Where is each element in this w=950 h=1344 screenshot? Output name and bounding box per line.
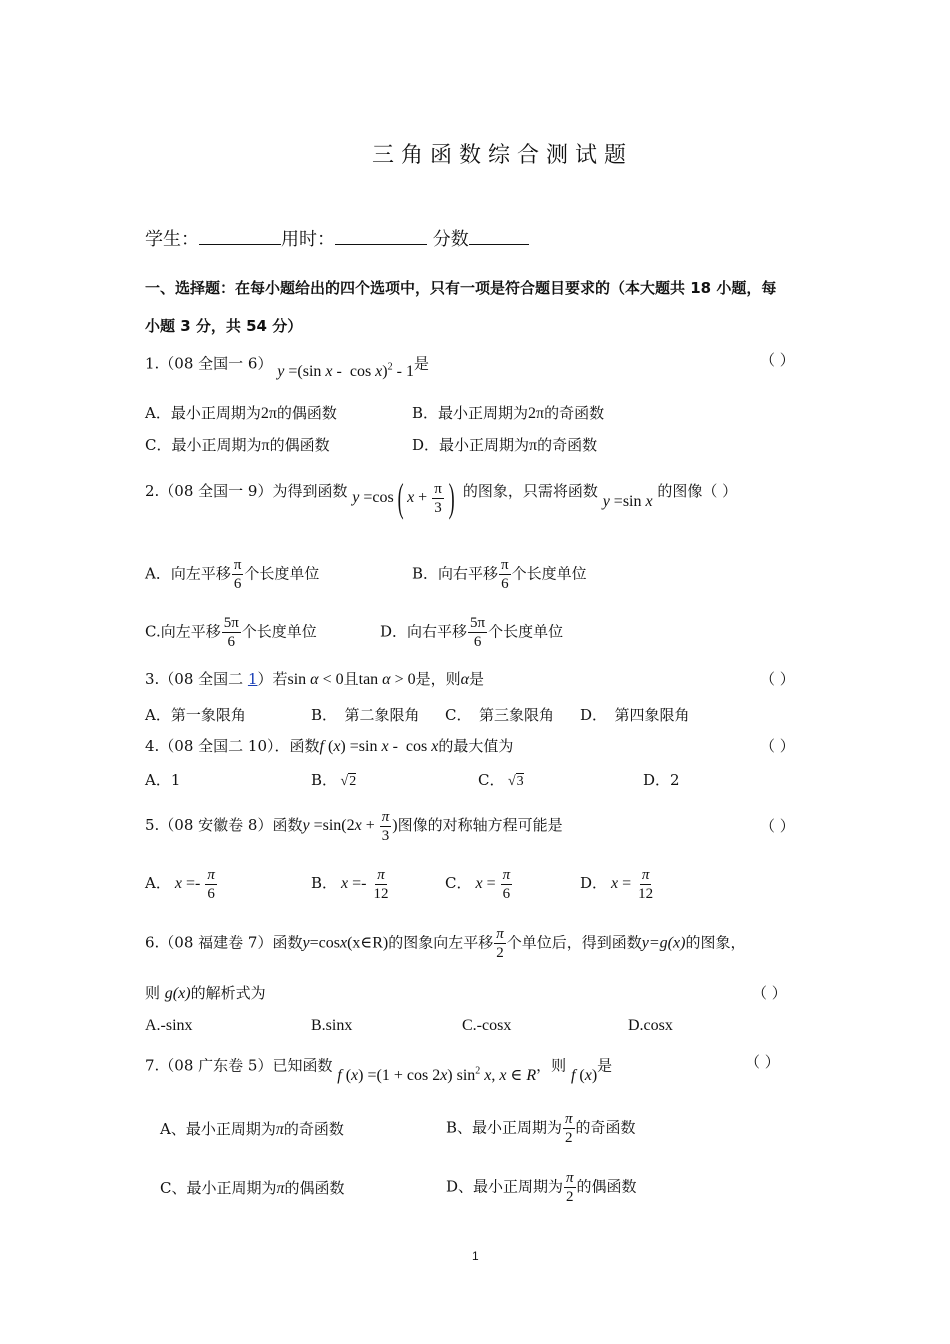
q2-option-a[interactable]: A．向左平移 $\frac{\pi}{6}$ 个长度单位 <box>145 557 320 592</box>
question-4: 4.（08 全国二 10）．函数f (x) =sin x - cos x的最大值为 <box>145 737 514 755</box>
section-header-line1: 一、选择题：在每小题给出的四个选项中，只有一项是符合题目要求的（本大题共 18 小题，每 <box>145 279 777 297</box>
q7-option-d[interactable]: D、最小正周期为 $\frac{\pi}{2}$ 的偶函数 <box>446 1170 637 1205</box>
q7-formula: f (x) =(1 + cos 2x) $\sin^2 x$, x ∈ R <box>337 1066 537 1085</box>
time-label: 用时： <box>281 229 335 250</box>
answer-paren-3[interactable]: （ ） <box>760 670 795 688</box>
q1-option-d[interactable]: D．最小正周期为π的奇函数 <box>412 436 598 454</box>
answer-paren-5[interactable]: （ ） <box>760 817 795 835</box>
q2-formula-1: y =cos( x + $\frac{\pi}{3}$ ) <box>352 475 455 520</box>
q7-option-c[interactable]: C、最小正周期为π的偶函数 <box>160 1179 345 1197</box>
q6-option-b[interactable]: B.sinx <box>311 1017 353 1034</box>
q3-option-c[interactable]: C． 第三象限角 <box>445 706 554 724</box>
time-blank[interactable] <box>335 226 427 245</box>
question-6: 6.（08 福建卷 7）函数y=cosx(x∈R)的图象向左平移 $\frac{\pi}{2}$ 个单位后，得到函数y=g(x)的图象， <box>145 926 746 961</box>
page-number: 1 <box>472 1249 479 1263</box>
q5-option-d[interactable]: D． x = $\frac{\pi}{12}$ <box>580 867 654 902</box>
student-info-line <box>145 225 529 251</box>
q7-option-a[interactable]: A、最小正周期为π的奇函数 <box>160 1120 344 1138</box>
q7-option-b[interactable]: B、最小正周期为 $\frac{\pi}{2}$ 的奇函数 <box>446 1111 636 1146</box>
q6-option-c[interactable]: C.-cosx <box>462 1017 512 1034</box>
student-label: 学生： <box>145 229 199 250</box>
page-title: 三角函数综合测试题 <box>372 143 634 168</box>
q3-number-link[interactable]: 1 <box>247 670 258 688</box>
q4-option-b[interactable]: B． √2 <box>311 771 357 789</box>
question-1: 1.（08 全国一 6） y =(sin x - cos x)$^2$ - 1是 <box>145 354 429 381</box>
q2-option-c[interactable]: C.向左平移 $\frac{5\pi}{6}$ 个长度单位 <box>145 615 317 650</box>
q6-option-d[interactable]: D.cosx <box>628 1017 673 1034</box>
answer-paren-7[interactable]: （ ） <box>745 1053 780 1071</box>
q4-option-d[interactable]: D．2 <box>643 771 680 789</box>
answer-paren-6[interactable]: （ ） <box>752 984 787 1002</box>
question-2: 2.（08 全国一 9）为得到函数 y =cos( x + $\frac{\pi}{3}$ ) 的图象，只需将函数 y =sin x 的图像（ ） <box>145 475 738 520</box>
q6-option-a[interactable]: A.-sinx <box>145 1017 193 1034</box>
q2-option-d[interactable]: D．向右平移 $\frac{5\pi}{6}$ 个长度单位 <box>380 615 564 650</box>
q4-option-c[interactable]: C． √3 <box>478 771 524 789</box>
score-label: 分数 <box>432 229 469 250</box>
q5-option-a[interactable]: A． x =- $\frac{\pi}{6}$ <box>145 867 215 902</box>
q1-option-c[interactable]: C．最小正周期为π的偶函数 <box>145 436 330 454</box>
q3-option-a[interactable]: A．第一象限角 <box>145 706 246 724</box>
q2-formula-2: y =sin x <box>602 492 653 510</box>
score-blank[interactable] <box>469 226 529 245</box>
q1-option-a[interactable]: A．最小正周期为2π的偶函数 <box>145 404 337 422</box>
question-7: 7.（08 广东卷 5）已知函数 f (x) =(1 + cos 2x) $\sin^2 x$, x ∈ R，则 f (x)是 <box>145 1056 613 1085</box>
question-5: 5.（08 安徽卷 8）函数y =sin(2x + $\frac{\pi}{3}$ )图像的对称轴方程可能是 <box>145 809 563 844</box>
q1-formula: y =(sin x - cos x)$^2$ - 1 <box>277 362 414 381</box>
question-3: 3.（08 全国二 1）若sin α < 0且tan α > 0是，则α是 <box>145 670 485 688</box>
q2-option-b[interactable]: B．向右平移 $\frac{\pi}{6}$ 个长度单位 <box>412 557 587 592</box>
q5-option-b[interactable]: B． x =- $\frac{\pi}{12}$ <box>311 867 389 902</box>
question-6-line2: 则 g(x)的解析式为 <box>145 984 266 1002</box>
q5-option-c[interactable]: C． x = $\frac{\pi}{6}$ <box>445 867 511 902</box>
answer-paren-1[interactable]: （ ） <box>760 351 795 369</box>
q3-option-d[interactable]: D． 第四象限角 <box>580 706 690 724</box>
student-blank[interactable] <box>199 226 281 245</box>
q1-option-b[interactable]: B．最小正周期为2π的奇函数 <box>412 404 605 422</box>
q4-option-a[interactable]: A．1 <box>145 771 181 789</box>
section-header-line2: 小题 3 分，共 54 分） <box>145 317 303 335</box>
q3-option-b[interactable]: B． 第二象限角 <box>311 706 420 724</box>
answer-paren-4[interactable]: （ ） <box>760 737 795 755</box>
